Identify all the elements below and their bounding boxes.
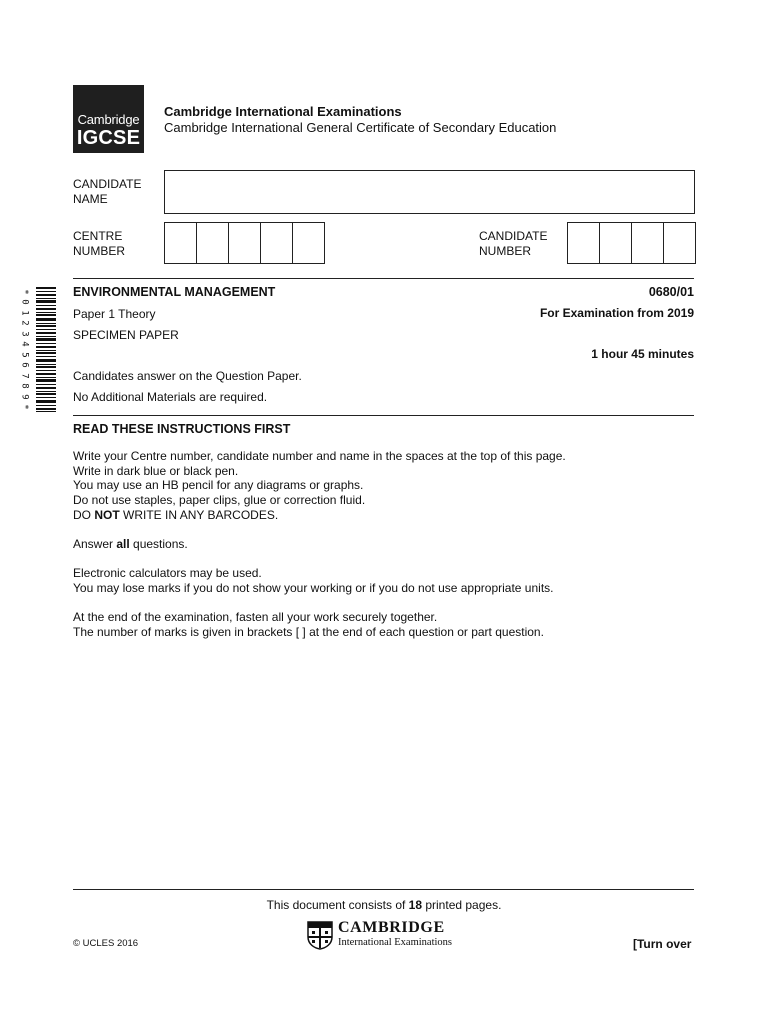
barcode-digit: 3: [19, 331, 30, 337]
text: This document consists of: [266, 898, 409, 912]
instruction-line: Do not use staples, paper clips, glue or correction fluid.: [73, 493, 366, 508]
org-subtitle: Cambridge International General Certificate of Secondary Education: [164, 120, 557, 135]
barcode-digit: 4: [19, 341, 30, 347]
footer-divider: [73, 889, 694, 890]
centre-number-label: [73, 229, 125, 259]
barcode-digits: [18, 287, 32, 412]
instruction-line: Write in dark blue or black pen.: [73, 463, 239, 478]
candidate-number-label-line1: CANDIDATE: [479, 229, 548, 243]
candidate-name-label-line2: NAME: [73, 192, 108, 206]
text: questions.: [129, 537, 188, 552]
instruction-line: [73, 508, 713, 523]
cambridge-wordmark: CAMBRIDGE: [338, 919, 445, 936]
text-bold: all: [116, 537, 130, 552]
candidate-number-cell[interactable]: [663, 223, 695, 263]
centre-number-cell[interactable]: [196, 223, 228, 263]
candidate-number-cell[interactable]: [599, 223, 631, 263]
text: DO: [73, 507, 95, 522]
barcode-digit: 5: [19, 352, 30, 358]
instructions-heading: READ THESE INSTRUCTIONS FIRST: [73, 422, 291, 436]
candidate-name-field[interactable]: [164, 170, 695, 214]
instruction-line: At the end of the examination, fasten all your work securely together.: [73, 610, 438, 625]
logo-cambridge-text: Cambridge: [77, 112, 140, 127]
divider: [73, 278, 694, 279]
centre-number-label-line1: CENTRE: [73, 229, 123, 243]
barcode-digit: *: [19, 289, 30, 295]
candidate-name-label: [73, 177, 141, 207]
barcode-digit: 0: [19, 299, 30, 306]
barcode-digit: 6: [19, 362, 30, 368]
text-bold: NOT: [94, 507, 120, 522]
divider: [73, 415, 694, 416]
instruction-line: Write your Centre number, candidate number and name in the spaces at the top of this page.: [73, 449, 566, 463]
centre-number-cell[interactable]: [165, 223, 196, 263]
instruction-line: Electronic calculators may be used.: [73, 566, 262, 581]
cambridge-crest-icon: [307, 921, 333, 950]
centre-number-cell[interactable]: [260, 223, 292, 263]
barcode-digit: 2: [19, 320, 30, 327]
paper-line: Paper 1 Theory: [73, 307, 156, 321]
centre-number-field[interactable]: [164, 222, 325, 264]
candidate-name-label-line1: CANDIDATE: [73, 177, 142, 191]
duration: 1 hour 45 minutes: [591, 347, 694, 361]
barcode-digit: 7: [19, 372, 30, 379]
barcode: [36, 287, 56, 412]
instruction-line: [73, 537, 713, 552]
text: WRITE IN ANY BARCODES.: [119, 507, 279, 522]
text-bold: 18: [408, 898, 423, 912]
barcode-digit: 1: [19, 310, 30, 316]
exam-from: For Examination from 2019: [539, 306, 694, 320]
cambridge-subtitle: International Examinations: [338, 937, 453, 948]
text: printed pages.: [422, 898, 502, 912]
answer-on-paper: Candidates answer on the Question Paper.: [73, 369, 302, 383]
barcode-digit: *: [19, 404, 30, 410]
centre-number-cell[interactable]: [292, 223, 324, 263]
centre-number-cell[interactable]: [228, 223, 260, 263]
candidate-number-field[interactable]: [567, 222, 696, 264]
instruction-line: The number of marks is given in brackets [ ] at the end of each question or part question.: [73, 624, 544, 639]
candidate-number-label-line2: NUMBER: [479, 244, 532, 258]
igcse-logo: [73, 85, 144, 153]
materials: No Additional Materials are required.: [73, 390, 268, 404]
paper-code: 0680/01: [648, 285, 694, 299]
turn-over: [Turn over: [633, 937, 692, 951]
barcode-digit: 9: [19, 393, 30, 400]
text: Answer: [73, 537, 117, 552]
instruction-line: You may use an HB pencil for any diagrams or graphs.: [73, 478, 364, 493]
centre-number-label-line2: NUMBER: [73, 244, 126, 258]
barcode-digit: 8: [19, 383, 30, 389]
candidate-number-cell[interactable]: [568, 223, 599, 263]
copyright: © UCLES 2016: [73, 938, 139, 949]
page-count: [0, 898, 768, 912]
instruction-line: You may lose marks if you do not show your working or if you do not use appropriate units.: [73, 580, 554, 595]
candidate-number-cell[interactable]: [631, 223, 663, 263]
logo-igcse-text: IGCSE: [76, 127, 141, 149]
org-title: Cambridge International Examinations: [164, 104, 402, 119]
instructions-body: [73, 449, 713, 640]
candidate-number-label: [479, 229, 547, 259]
subject-title: ENVIRONMENTAL MANAGEMENT: [73, 285, 276, 299]
specimen-label: SPECIMEN PAPER: [73, 328, 179, 342]
